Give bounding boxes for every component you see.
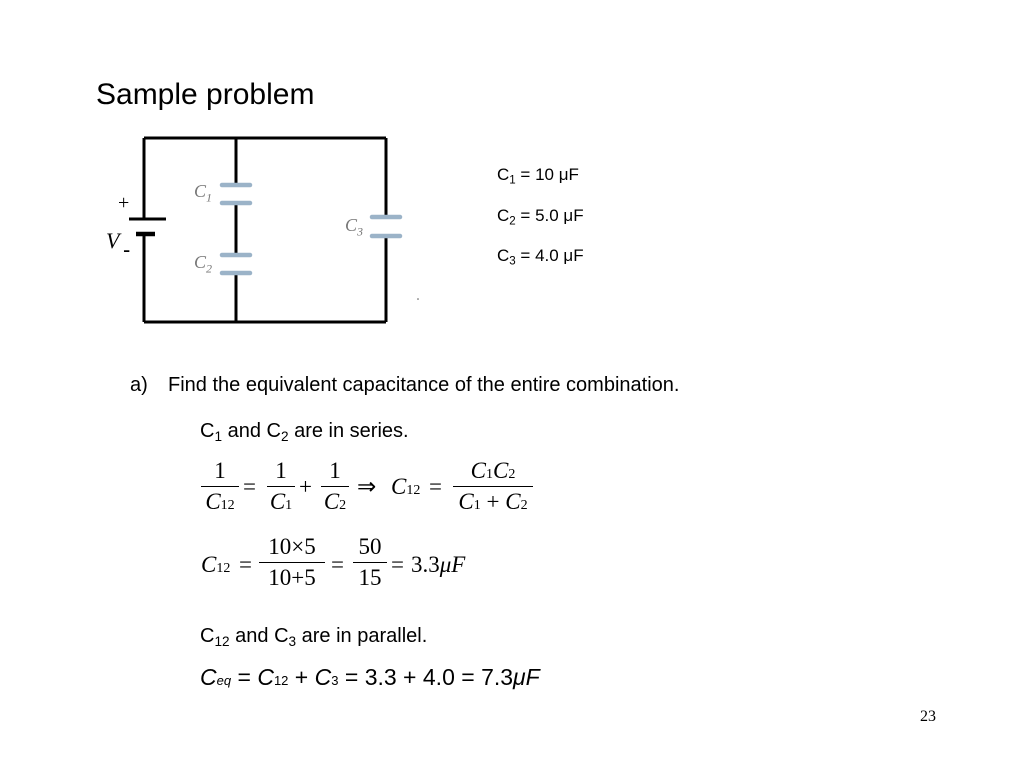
implies-arrow: ⇒ (357, 474, 377, 499)
c12-result: 3.3μF (411, 552, 466, 577)
frac-product-over-sum: C1C2 C1 + C2 (453, 456, 533, 517)
part-a-question: a) Find the equivalent capacitance of the entire combination. (130, 374, 680, 396)
plus-sign: + (299, 474, 312, 499)
parallel-formula: Ceq = C12 + C3 = 3.3 + 4.0 = 7.3μF (200, 664, 540, 690)
c12-symbol: C12 (391, 474, 421, 499)
c2-diagram-label: $C_2$ (194, 252, 213, 276)
frac-1-over-c2: 1 C2 (321, 456, 349, 517)
equals-sign: = (391, 552, 404, 577)
frac-numeric-2: 50 15 (353, 532, 387, 593)
voltage-label: V (106, 228, 120, 253)
given-c1: $C_1 = 10$ μF (497, 165, 579, 187)
c3-diagram-label: $C_3$ (345, 215, 364, 239)
c12-symbol: C12 (201, 552, 231, 577)
series-formula (197, 456, 557, 516)
equals-sign: = (331, 552, 344, 577)
equals-sign: = (239, 552, 252, 577)
equals-sign: = (429, 474, 442, 499)
frac-numeric-1: 10×5 10+5 (259, 532, 325, 593)
c1-diagram-label: $C_1$ (194, 181, 213, 205)
given-c3: $C_3 = 4.0$ μF (497, 246, 584, 268)
series-statement: $C_1$ and $C_2$ are in series. (200, 420, 409, 445)
equals-sign: = (243, 474, 256, 499)
frac-1-over-c1: 1 C1 (267, 456, 295, 517)
given-c2: $C_2 = 5.0$ μF (497, 206, 584, 228)
battery-minus-label: - (123, 237, 131, 262)
battery-plus-label: + (118, 192, 130, 214)
series-numeric-calc (197, 532, 497, 592)
parallel-statement: $C_{12}$ and $C_3$ are in parallel. (200, 625, 428, 650)
frac-1-over-c12: 1 C12 (201, 456, 239, 517)
circuit-diagram (95, 128, 435, 333)
slide-title: Sample problem (96, 78, 315, 111)
page-number: 23 (920, 708, 936, 725)
